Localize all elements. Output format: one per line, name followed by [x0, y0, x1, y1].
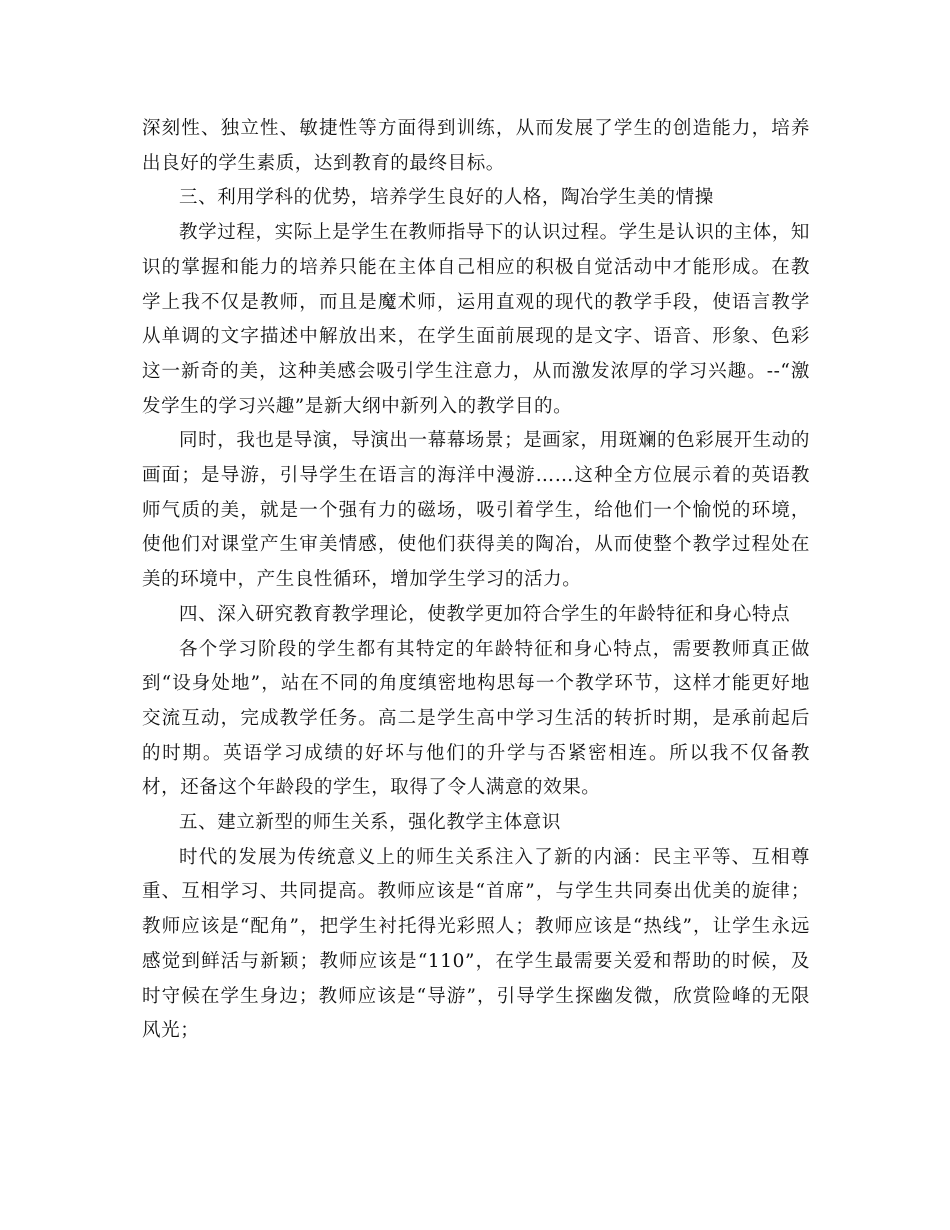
section-heading-3: 三、利用学科的优势，培养学生良好的人格，陶冶学生美的情操 [179, 187, 714, 209]
paragraph-teaching-process: 教学过程，实际上是学生在教师指导下的认识过程。学生是认识的主体，知识的掌握和能力的培养只能在主体自己相应的积极自觉活动中才能形成。在教学上我不仅是教师，而且是魔术师，运用直观的现代的教学手段，使语言教学从单调的文字描述中解放出来，在学生面前展现的是文字、语音、形象、色彩这一新奇的美，这种美感会吸引学生注意力，从而激发浓厚的学习兴趣。--“激发学生的学习兴趣”是新大纲中新列入的教学目的。 [142, 222, 810, 417]
paragraph-continuation: 深刻性、独立性、敏捷性等方面得到训练，从而发展了学生的创造能力，培养出良好的学生素质，达到教育的最终目标。 [142, 118, 810, 174]
paragraph-director-analogy: 同时，我也是导演，导演出一幕幕场景；是画家，用斑斓的色彩展开生动的画面；是导游，引导学生在语言的海洋中漫游……这种全方位展示着的英语教师气质的美，就是一个强有力的磁场，吸引着学生，给他们一个愉悦的环境，使他们对课堂产生审美情感，使他们获得美的陶冶，从而使整个教学过程处在美的环境中，产生良性循环，增加学生学习的活力。 [142, 430, 810, 591]
paragraph-age-characteristics: 各个学习阶段的学生都有其特定的年龄特征和身心特点，需要教师真正做到“设身处地”，站在不同的角度缜密地构思每一个教学环节，这样才能更好地交流互动，完成教学任务。高二是学生高中学习生活的转折时期，是承前起后的时期。英语学习成绩的好坏与他们的升学与否紧密相连。所以我不仅备教材，还备这个年龄段的学生，取得了令人满意的效果。 [142, 638, 810, 799]
section-heading-5: 五、建立新型的师生关系，强化教学主体意识 [179, 812, 562, 834]
paragraph-teacher-student-relationship: 时代的发展为传统意义上的师生关系注入了新的内涵：民主平等、互相尊重、互相学习、共同提高。教师应该是“首席”，与学生共同奏出优美的旋律；教师应该是“配角”，把学生衬托得光彩照人；教师应该是“热线”，让学生永远感觉到鲜活与新颖；教师应该是“110”，在学生最需要关爱和帮助的时候，及时守候在学生身边；教师应该是“导游”，引导学生探幽发微，欣赏险峰的无限风光； [142, 846, 810, 1042]
document-page [142, 112, 810, 1049]
section-heading-4: 四、深入研究教育教学理论，使教学更加符合学生的年龄特征和身心特点 [179, 603, 791, 625]
